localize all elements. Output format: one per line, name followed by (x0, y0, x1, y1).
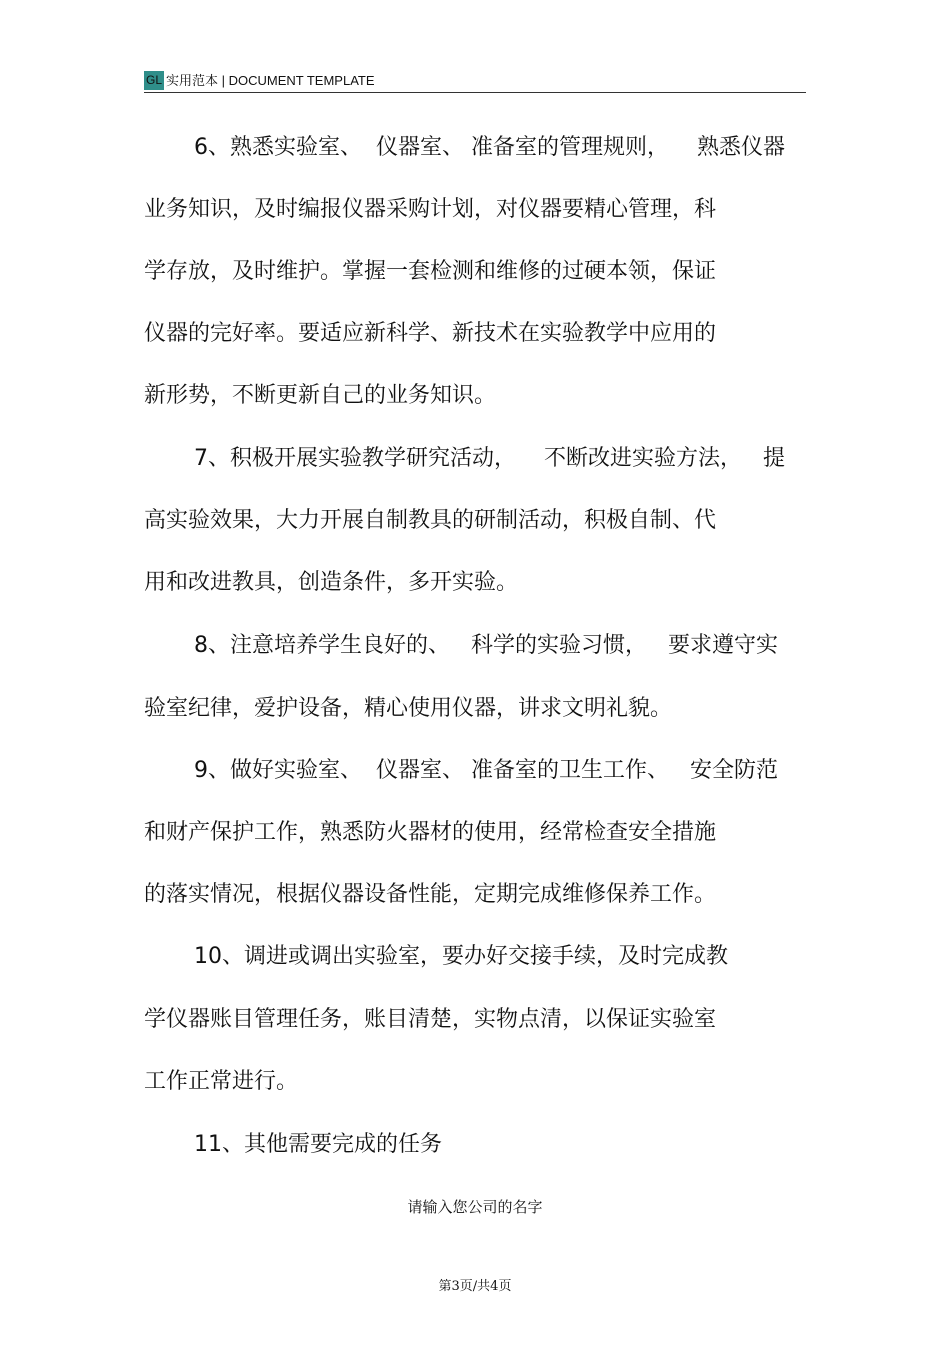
header-title: 实用范本 | DOCUMENT TEMPLATE (166, 73, 375, 88)
body-line: 7、积极开展实验教学研究活动， 不断改进实验方法， 提 (194, 446, 785, 471)
company-name-placeholder: 请输入您公司的名字 (407, 1198, 543, 1216)
body-line: 9、做好实验室、 仪器室、 准备室的卫生工作、 安全防范 (194, 758, 778, 783)
body-line: 用和改进教具，创造条件，多开实验。 (144, 570, 519, 595)
page-number: 第3页/共4页 (438, 1279, 512, 1294)
page-header (144, 70, 806, 93)
body-line: 新形势，不断更新自己的业务知识。 (144, 383, 497, 408)
body-line: 的落实情况，根据仪器设备性能，定期完成维修保养工作。 (144, 882, 717, 907)
body-line: 业务知识，及时编报仪器采购计划，对仪器要精心管理，科 (144, 197, 717, 222)
body-line: 高实验效果，大力开展自制教具的研制活动，积极自制、代 (144, 508, 717, 533)
body-line: 验室纪律，爱护设备，精心使用仪器，讲求文明礼貌。 (144, 696, 673, 721)
body-line: 工作正常进行。 (144, 1069, 299, 1094)
body-line: 6、熟悉实验室、 仪器室、 准备室的管理规则， 熟悉仪器 (194, 135, 785, 160)
logo-icon: GL (144, 71, 164, 90)
body-line: 8、注意培养学生良好的、 科学的实验习惯， 要求遵守实 (194, 633, 778, 658)
body-line: 11、其他需要完成的任务 (194, 1132, 442, 1157)
body-line: 和财产保护工作，熟悉防火器材的使用，经常检查安全措施 (144, 820, 717, 845)
body-line: 10、调进或调出实验室，要办好交接手续，及时完成教 (194, 944, 728, 969)
body-line: 学仪器账目管理任务，账目清楚，实物点清，以保证实验室 (144, 1007, 717, 1032)
body-line: 仪器的完好率。要适应新科学、新技术在实验教学中应用的 (144, 321, 717, 346)
body-line: 学存放，及时维护。掌握一套检测和维修的过硬本领，保证 (144, 259, 717, 284)
